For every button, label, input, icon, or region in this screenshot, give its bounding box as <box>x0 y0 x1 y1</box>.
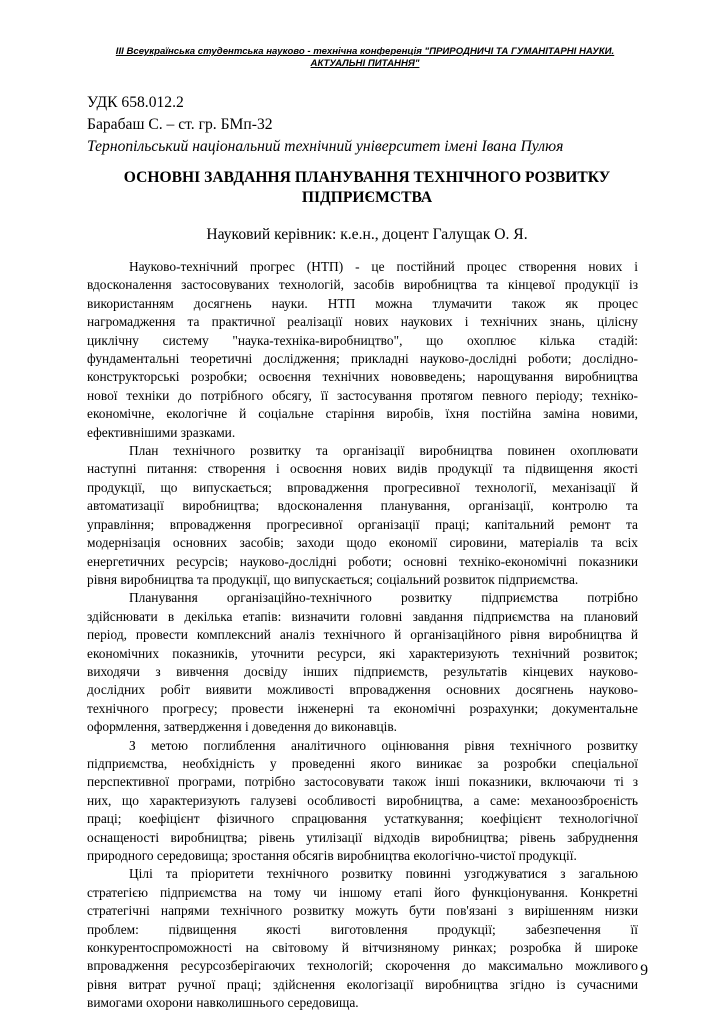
paragraph-line: модернізація основних засобів; заходи щодо економії сировини, матеріалів та всіх <box>87 535 638 551</box>
paragraph-line: План технічного розвитку та організації виробництва повинен охоплювати <box>129 443 638 459</box>
paragraph-line: праці; коефіцієнт фізичного спрацювання устаткування; коефіцієнт технологічної <box>87 811 638 827</box>
paragraph-line: рівня витрат ручної праці; здійснення екологізації виробництва згідно із сучасними <box>87 976 638 992</box>
paragraph-line: економічних показників, уточнити ресурси, які характеризують технічний розвиток; <box>87 645 638 661</box>
paragraph-line: період, провести комплексний аналіз технічного й організаційного рівня виробництва й <box>87 627 638 643</box>
paragraph-line: здійснювати в декілька етапів: визначити головні завдання підприємства на плановий <box>87 608 638 624</box>
paragraph-line: природного середовища; зростання обсягів виробництва екологічно-чистої продукції. <box>87 848 577 863</box>
article-meta <box>87 92 647 158</box>
body-paragraph <box>87 589 638 736</box>
paragraph-line: наступні питання: створення і освоєння нових видів продукції та підвищення якості <box>87 461 638 477</box>
paragraph-line: вдосконалення застосовуваних технологій, засобів виробництва та кінцевої продукції із <box>87 277 638 293</box>
paragraph-line: них, що характеризують галузеві особливості виробництва, а саме: механоозброєність <box>87 792 638 808</box>
paragraph-line: впровадження ресурсозберігаючих технологій; скорочення до максимально можливого <box>87 958 638 974</box>
paragraph-line: підприємства, необхідність у проведенні якого виникає за розробки спеціальної <box>87 755 638 771</box>
paragraph-line: проблем: підвищення якості виготовлення продукції; забезпечення її <box>87 921 638 937</box>
paragraph-line: нагромадження та практичної реалізації нових наукових і технічних знань, цілісну <box>87 314 638 330</box>
paragraph-line: З метою поглиблення аналітичного оцінювання рівня технічного розвитку <box>129 737 638 753</box>
paragraph-line: фундаментальні теоретичні дослідження; прикладні науково-дослідні роботи; дослідно- <box>87 351 638 367</box>
paragraph-line: Цілі та пріоритети технічного розвитку повинні узгоджуватися з загальною <box>129 866 638 882</box>
paragraph-line: циклічну систему "наука-техніка-виробництво", що охоплює кілька стадій: <box>87 332 638 348</box>
paragraph-line: конструкторські розробки; освоєння технічних нововведень; нарощування виробництва <box>87 369 638 385</box>
paragraph-line: Науково-технічний прогрес (НТП) - це постійний процес створення нових і <box>129 259 638 274</box>
paragraph-line: автоматизації виробництва; вдосконалення планування, організації, контролю та <box>87 498 638 514</box>
udk-code: УДК 658.012.2 <box>87 94 184 111</box>
paragraph-line: енергетичних ресурсів; науково-дослідні роботи; основні техніко-економічні показники <box>87 553 638 569</box>
paragraph-line: продукції, що випускається; впровадження прогресивної технології, механізації й <box>87 479 638 495</box>
paragraph-line: стратегією підприємства на тому чи іншому етапі його функціонування. Конкретні <box>87 884 638 900</box>
supervisor-line: Науковий керівник: к.е.н., доцент Галущак О. Я. <box>206 226 528 243</box>
body-paragraph <box>87 737 638 866</box>
paragraph-line: стратегічні напрями технічного розвитку можуть бути пов'язані з вирішенням низки <box>87 903 638 919</box>
paragraph-line: рівня виробництва та продукції, що випускається; соціальний розвиток підприємства. <box>87 571 579 587</box>
paragraph-line: оснащеності виробництва; рівень утилізації відходів виробництва; рівень забруднення <box>87 829 638 845</box>
paragraph-line: ефективнішими зразками. <box>87 424 236 440</box>
conference-header-line-2: АКТУАЛЬНІ ПИТАННЯ" <box>310 58 420 69</box>
paragraph-line: Планування організаційно-технічного розвитку підприємства потрібно <box>129 590 638 606</box>
body-paragraph <box>87 258 638 442</box>
paragraph-line: економічне, екологічне й соціальне старіння виробів, їхня постійна заміна новими, <box>87 406 638 422</box>
author-line: Барабаш С. – ст. гр. БМп-32 <box>87 116 273 133</box>
article-title-line-2: ПІДПРИЄМСТВА <box>301 189 433 206</box>
paragraph-line: конкурентоспроможності на світовому й вітчизняному ринках; розробка й широке <box>87 940 638 956</box>
paragraph-line: управління; впровадження прогресивної організації праці; капітальний ремонт та <box>87 516 638 532</box>
paragraph-line: дослідних робіт виявити можливості впровадження основних досягнень науково- <box>87 682 638 698</box>
paragraph-line: технічного прогресу; провести інженерні та економічні розрахунки; документальне <box>87 700 638 716</box>
article-title-line-1: ОСНОВНІ ЗАВДАННЯ ПЛАНУВАННЯ ТЕХНІЧНОГО РОЗВИТКУ <box>123 169 611 186</box>
article-title <box>87 168 647 208</box>
paragraph-line: використанням досягнень науки. НТП можна тлумачити також як процес <box>87 295 638 311</box>
article-body <box>87 258 638 1013</box>
paragraph-line: виходячи з вивчення досвіду інших підприємств, результатів кінцевих науково- <box>87 663 638 679</box>
body-paragraph <box>87 442 638 589</box>
page-number: 9 <box>640 962 648 979</box>
conference-header-line-1: III Всеукраїнська студентська науково - технічна конференція "ПРИРОДНИЧІ ТА ГУМАНІТАРНІ НАУКИ. <box>115 46 615 57</box>
paragraph-line: нової техніки до потрібного обсягу, її застосування протягом певного періоду; техніко- <box>87 387 638 403</box>
paragraph-line: вимогами охорони навколишнього середовища. <box>87 995 359 1011</box>
body-paragraph <box>87 865 638 1012</box>
conference-header <box>96 46 634 70</box>
university-name: Тернопільський національний технічний університет імені Івана Пулюя <box>87 138 564 155</box>
paragraph-line: оформлення, затвердження і доведення до виконавців. <box>87 719 397 735</box>
paragraph-line: перспективної програми, потрібно застосовувати також інші показники, включаючи ті з <box>87 774 638 790</box>
